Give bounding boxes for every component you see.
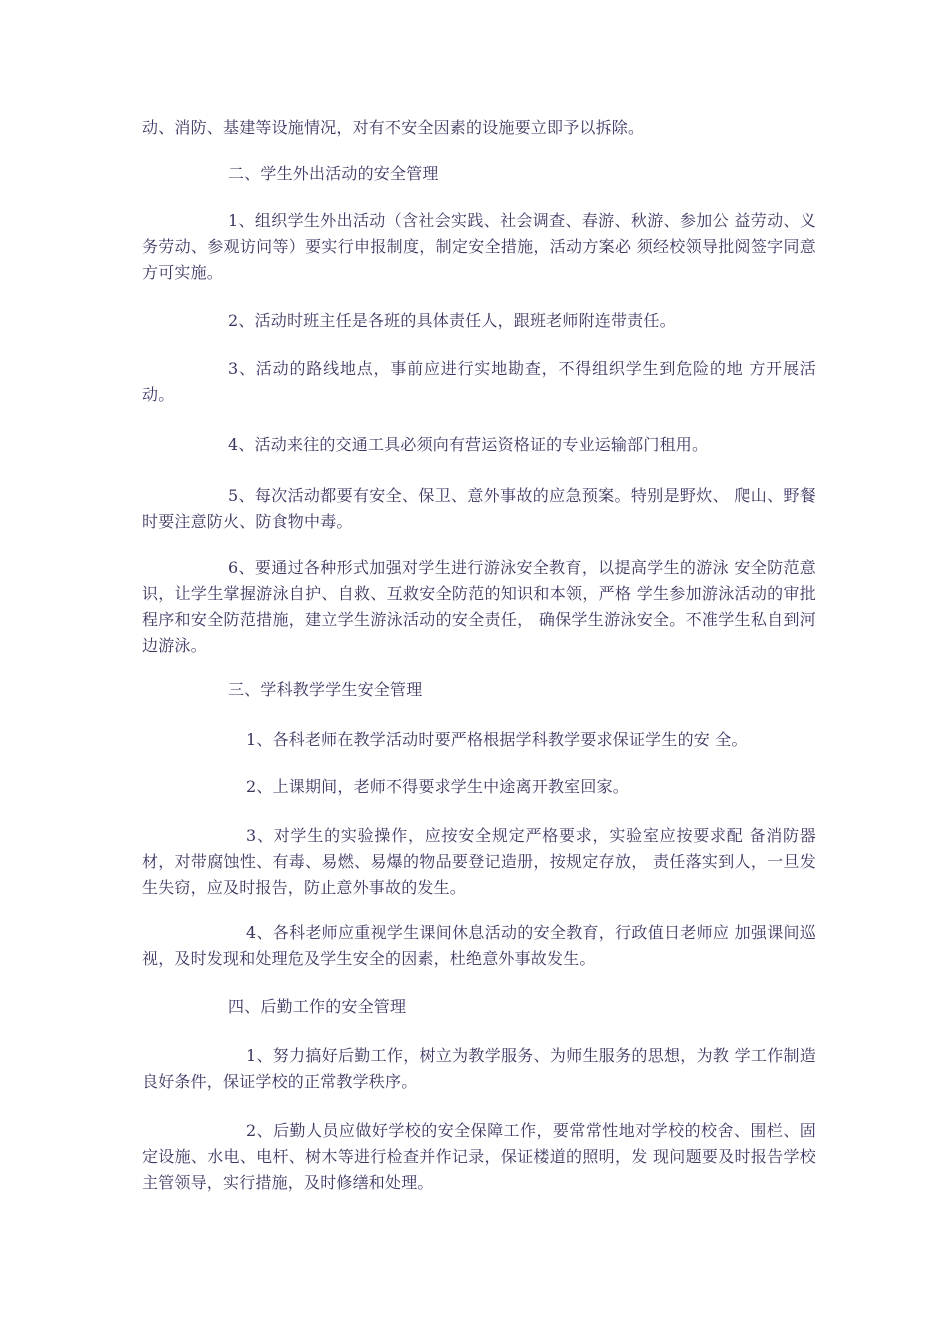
paragraph-3-3: 3、对学生的实验操作，应按安全规定严格要求，实验室应按要求配 备消防器材，对带腐蚀性、有毒、易燃、易爆的物品要登记造册，按规定存放， 责任落实到人，一旦发生失窃，应及时报告，防止意外事故的发生。 [142,826,816,897]
paragraph-2-3: 3、活动的路线地点，事前应进行实地勘查，不得组织学生到危险的地 方开展活动。 [142,359,816,404]
paragraph-2-2: 2、活动时班主任是各班的具体责任人，跟班老师附连带责任。 [228,311,676,330]
section-heading-4: 四、后勤工作的安全管理 [228,997,407,1016]
section-heading-2: 二、学生外出活动的安全管理 [228,164,439,183]
paragraph-4-2: 2、后勤人员应做好学校的安全保障工作，要常常性地对学校的校舍、围栏、固定设施、水电、电杆、树木等进行检查并作记录，保证楼道的照明，发 现问题要及时报告学校主管领导，实行措施，及时修缮和处理。 [142,1121,816,1192]
paragraph-3-2: 2、上课期间，老师不得要求学生中途离开教室回家。 [246,777,629,796]
paragraph-2-5: 5、每次活动都要有安全、保卫、意外事故的应急预案。特别是野炊、 爬山、野餐时要注意防火、防食物中毒。 [142,486,816,531]
paragraph-2-4: 4、活动来往的交通工具必须向有营运资格证的专业运输部门租用。 [228,435,709,454]
paragraph-3-1: 1、各科老师在教学活动时要严格根据学科教学要求保证学生的安 全。 [246,730,748,749]
paragraph-continuation: 动、消防、基建等设施情况，对有不安全因素的设施要立即予以拆除。 [142,118,645,137]
section-heading-3: 三、学科教学学生安全管理 [228,680,423,699]
paragraph-4-1: 1、努力搞好后勤工作，树立为教学服务、为师生服务的思想，为教 学工作制造良好条件，保证学校的正常教学秩序。 [142,1046,816,1091]
paragraph-3-4: 4、各科老师应重视学生课间休息活动的安全教育，行政值日老师应 加强课间巡视，及时发现和处理危及学生安全的因素，杜绝意外事故发生。 [142,923,816,968]
paragraph-2-1: 1、组织学生外出活动（含社会实践、社会调查、春游、秋游、参加公 益劳动、义务劳动、参观访问等）要实行申报制度，制定安全措施，活动方案必 须经校领导批阅签字同意方可实施。 [142,211,816,282]
paragraph-2-6: 6、要通过各种形式加强对学生进行游泳安全教育，以提高学生的游泳 安全防范意识，让学生掌握游泳自护、自救、互救安全防范的知识和本领，严格 学生参加游泳活动的审批程序和安全防范措施，建立学生游泳活动的安全责任， 确保学生游泳安全。不准学生私自到河边游泳。 [142,558,816,655]
